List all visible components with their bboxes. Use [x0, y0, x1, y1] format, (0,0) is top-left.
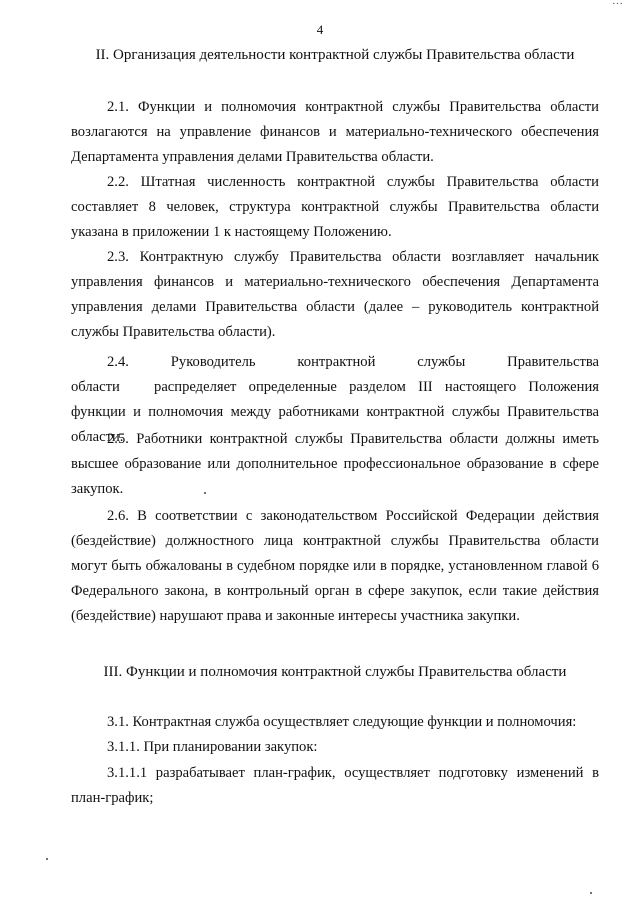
scan-speck	[204, 492, 206, 494]
paragraph-2-4-first-line: 2.4. Руководитель контрактной службы Правительства области	[71, 354, 599, 395]
corner-mark: …	[612, 0, 624, 7]
scan-speck	[46, 858, 48, 860]
paragraph-3-1-1-1: 3.1.1.1 разрабатывает план-график, осуществляет подготовку изменений в план-график;	[71, 765, 599, 806]
section-3-heading: III. Функции и полномочия контрактной службы Правительства области	[103, 664, 567, 680]
paragraph-3-1: 3.1. Контрактная служба осуществляет следующие функции и полномочия:	[107, 714, 577, 730]
paragraph-3-1-1: 3.1.1. При планировании закупок:	[107, 739, 318, 755]
paragraph-2-3: 2.3. Контрактную службу Правительства области возглавляет начальник управления финансов и материально-технического обеспечения Департамента управления делами Правительства области (далее – руководитель контрактной службы Правительства области).	[71, 249, 599, 340]
paragraph-2-5: 2.5. Работники контрактной службы Правительства области должны иметь высшее образование или дополнительное профессиональное образование в сфере закупок.	[71, 431, 599, 497]
paragraph-2-1: 2.1. Функции и полномочия контрактной службы Правительства области возлагаются на управление финансов и материально-технического обеспечения Департамента управления делами Правительства области.	[71, 99, 599, 165]
scan-speck	[590, 892, 592, 894]
paragraph-2-2: 2.2. Штатная численность контрактной службы Правительства области составляет 8 человек, структура контрактной службы Правительства области указана в приложении 1 к настоящему Положению.	[71, 174, 599, 240]
paragraph-2-6: 2.6. В соответствии с законодательством Российской Федерации действия (бездействие) должностного лица контрактной службы Правительства области могут быть обжалованы в судебном порядке или в порядке, установленном главой 6 Федерального закона, в контрольный орган в сфере закупок, если такие действия (бездействие) нарушают права и законные интересы участника закупки.	[71, 508, 599, 624]
page-number: 4	[316, 22, 324, 37]
section-2-heading: II. Организация деятельности контрактной службы Правительства области	[95, 47, 575, 63]
paragraph-2-4-rest: распределяет определенные разделом III настоящего Положения функции и полномочия между работниками контрактной службы Правительства области.	[71, 379, 599, 445]
